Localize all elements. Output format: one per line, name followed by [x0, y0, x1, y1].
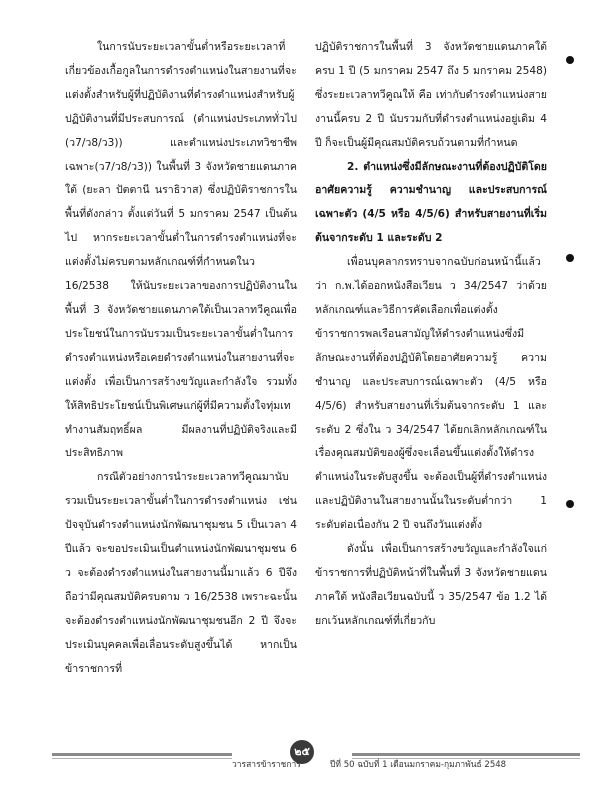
footer-rule-right [352, 753, 580, 756]
page-number-badge: ๒๕ [290, 740, 314, 764]
right-column [315, 36, 547, 634]
left-paragraph-2: กรณีตัวอย่างการนำระยะเวลาทวีคูณมานับรวมเป็นระยะเวลาขั้นต่ำในการดำรงตำแหน่ง เช่น ปัจจุบันดำรงตำแหน่งนักพัฒนาชุมชน 5 เป็นเวลา 4 ปีแล้ว จะขอประเมินเป็นตำแหน่งนักพัฒนาชุมชน 6 ว จะต้องดำรงตำแหน่งในสายงานนี้มาแล้ว 6 ปีจึงถือว่ามีคุณสมบัติครบตาม ว 16/2538 เพราะฉะนั้น จะต้องดำรงตำแหน่งนักพัฒนาชุมชนอีก 2 ปี จึงจะประเมินบุคคลเพื่อเลื่อนระดับสูงขึ้นได้ หากเป็นข้าราชการที่ [65, 471, 297, 675]
edge-dot-1 [566, 56, 574, 64]
right-paragraph-3: เพื่อนบุคลากรทราบจากฉบับก่อนหน้านี้แล้วว่า ก.พ.ได้ออกหนังสือเวียน ว 34/2547 ว่าด้วยหลักเกณฑ์และวิธีการคัดเลือกเพื่อแต่งตั้งข้าราชการพลเรือนสามัญให้ดำรงตำแหน่งซึ่งมีลักษณะงานที่ต้องปฏิบัติโดยอาศัยความรู้ ความชำนาญ และประสบการณ์เฉพาะตัว (4/5 หรือ 4/5/6) สำหรับสายงานที่เริ่มต้นจากระดับ 1 และระดับ 2 ซึ่งใน ว 34/2547 ได้ยกเลิกหลักเกณฑ์ในเรื่องคุณสมบัติของผู้ซึ่งจะเลื่อนขึ้นแต่งตั้งให้ดำรงตำแหน่งในระดับสูงขึ้น จะต้องเป็นผู้ที่ดำรงตำแหน่งและปฏิบัติงานในสายงานนั้นในระดับต่ำกว่า 1 ระดับต่อเนื่องกัน 2 ปี จนถึงวันแต่งตั้ง [315, 256, 547, 532]
left-column [65, 36, 297, 681]
footer-issue-info: ปีที่ 50 ฉบับที่ 1 เดือนมกราคม-กุมภาพันธ์ 2548 [330, 760, 507, 770]
edge-dot-3 [566, 500, 574, 508]
left-paragraph-1: ในการนับระยะเวลาขั้นต่ำหรือระยะเวลาที่เกี่ยวข้องเกื้อกูลในการดำรงตำแหน่งในสายงานที่จะแต่งตั้งสำหรับผู้ที่ปฏิบัติงานที่ดำรงตำแหน่งสำหรับผู้ปฏิบัติงานที่มีประสบการณ์ (ตำแหน่งประเภททั่วไป (ว7/ว8/ว3)) และตำแหน่งประเภทวิชาชีพเฉพาะ(ว7/ว8/ว3)) ในพื้นที่ 3 จังหวัดชายแดนภาคใต้ (ยะลา ปัตตานี นราธิวาส) ซึ่งปฏิบัติราชการในพื้นที่ดังกล่าว ตั้งแต่วันที่ 5 มกราคม 2547 เป็นต้นไป หากระยะเวลาขั้นต่ำในการดำรงตำแหน่งที่จะแต่งตั้งไม่ครบตามหลักเกณฑ์ที่กำหนดในว 16/2538 ให้นับระยะเวลาของการปฏิบัติงานในพื้นที่ 3 จังหวัดชายแดนภาคใต้เป็นเวลาทวีคูณเพื่อประโยชน์ในการนับรวมเป็นระยะเวลาขั้นต่ำในการดำรงตำแหน่งหรือเคยดำรงตำแหน่งในสายงานที่จะแต่งตั้ง เพื่อเป็นการสร้างขวัญและกำลังใจ รวมทั้งให้สิทธิประโยชน์เป็นพิเศษแก่ผู้ที่มีความตั้งใจทุ่มเท ทำงานสัมฤทธิ์ผล มีผลงานที่ปฏิบัติจริงและมีประสิทธิภาพ [65, 41, 297, 460]
footer-publication-name: วารสารข้าราชการ [232, 760, 301, 770]
right-paragraph-4: ดังนั้น เพื่อเป็นการสร้างขวัญและกำลังใจแก่ข้าราชการที่ปฏิบัติหน้าที่ในพื้นที่ 3 จังหวัดชายแดนภาคใต้ หนังสือเวียนฉบับนี้ ว 35/2547 ข้อ 1.2 ได้ยกเว้นหลักเกณฑ์ที่เกี่ยวกับ [315, 543, 547, 627]
footer-rule-left [52, 753, 232, 756]
edge-dot-2 [566, 254, 574, 262]
right-paragraph-2: 2. ตำแหน่งซึ่งมีลักษณะงานที่ต้องปฏิบัติโดยอาศัยความรู้ ความชำนาญ และประสบการณ์เฉพาะตัว (4/5 หรือ 4/5/6) สำหรับสายงานที่เริ่มต้นจากระดับ 1 และระดับ 2 [315, 160, 547, 245]
right-paragraph-1: ปฏิบัติราชการในพื้นที่ 3 จังหวัดชายแดนภาคใต้ครบ 1 ปี (5 มกราคม 2547 ถึง 5 มกราคม 2548) ซึ่งระยะเวลาทวีคูณให้ คือ เท่ากับดำรงตำแหน่งสายงานนี้ครบ 2 ปี นับรวมกับที่ดำรงตำแหน่งอยู่เดิม 4 ปี ก็จะเป็นผู้มีคุณสมบัติครบถ้วนตามที่กำหนด [315, 41, 547, 149]
